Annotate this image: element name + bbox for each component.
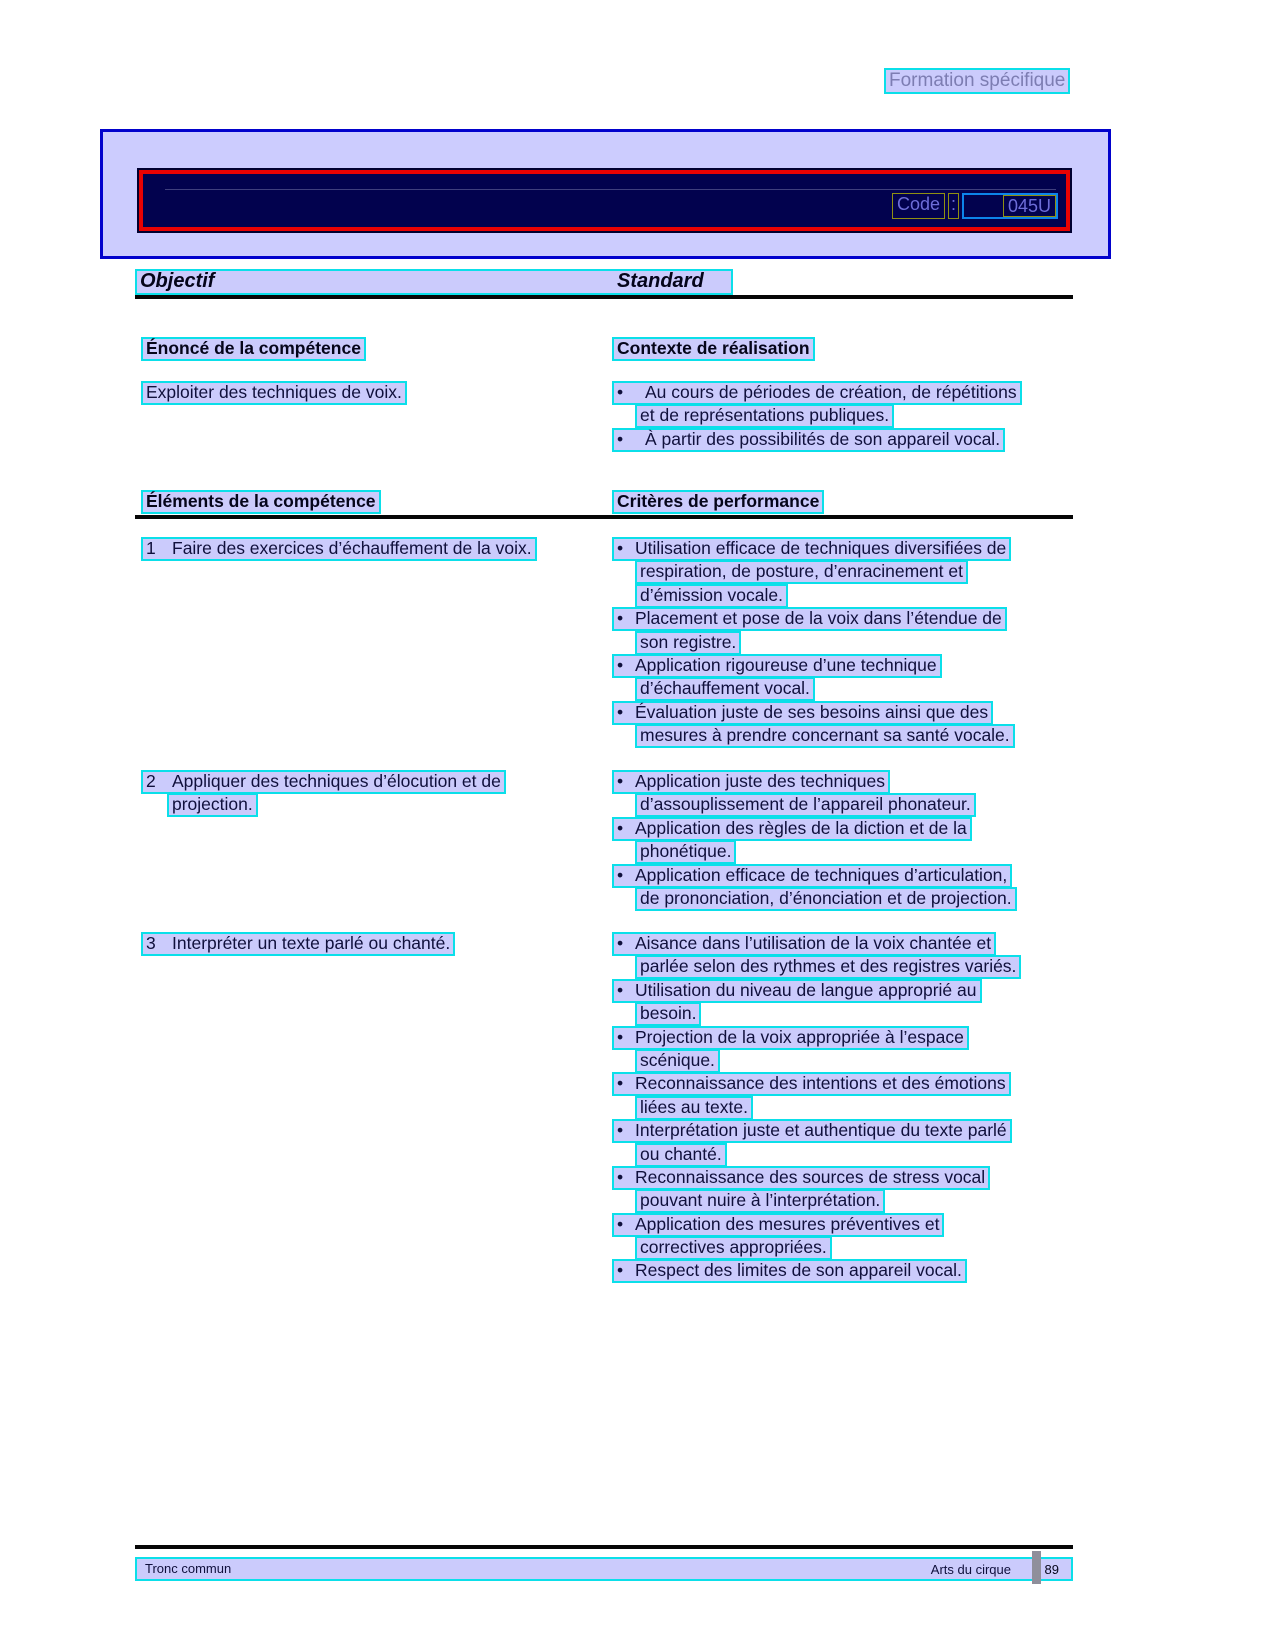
text-line: Évaluation juste de ses besoins ainsi que des [635,701,989,722]
bullet-line [612,428,1005,452]
footer-left-label: Tronc commun [145,1561,232,1576]
bullet-line [612,864,1012,888]
text-line: Au cours de périodes de création, de répétitions [645,382,1017,402]
bullet-icon: • [617,382,624,402]
element-label [141,537,601,560]
bullet-icon: • [617,538,624,558]
text-line: correctives appropriées. [635,1236,832,1260]
bullet-line [612,607,1007,631]
numbered-line [141,537,537,561]
item-number: 3 [146,933,156,953]
text-line: Aisance dans l’utilisation de la voix chantée et [635,933,992,953]
standard-title: Standard [617,270,704,292]
bullet-icon: • [617,608,624,629]
bullet-line [612,979,982,1003]
footer-page-number: 89 [1044,1562,1059,1577]
bullet-line [612,1259,967,1283]
item-number: 1 [146,538,156,558]
bullet-line [612,1213,944,1237]
bullet-line [612,701,993,725]
text-line: Reconnaissance des sources de stress vocal [635,1166,986,1187]
criteria-list [612,770,1072,910]
text-line: projection. [167,793,258,817]
text-line: d’assouplissement de l’appareil phonateur. [635,793,976,817]
text-line: scénique. [635,1049,720,1073]
bullet-icon: • [617,1166,624,1187]
footer-separator-bar [1032,1551,1041,1584]
objectif-standard-highlight [135,269,733,295]
text-line: Utilisation du niveau de langue approprié au [635,979,977,1000]
context-bullet-list [612,381,1072,451]
banner-divider-line [165,189,1056,190]
bullet-icon: • [617,1026,624,1047]
text-line: Application des mesures préventives et [635,1213,940,1234]
text-line: Interprétation juste et authentique du texte parlé [635,1120,1007,1141]
text-line: son registre. [635,631,741,655]
bullet-icon: • [617,428,624,449]
text-line: Application efficace de techniques d’articulation, [635,864,1008,885]
text-line: liées au texte. [635,1096,753,1120]
text-line: phonétique. [635,840,736,864]
enonce-left-header: Énoncé de la compétence [141,337,366,361]
text-line: Placement et pose de la voix dans l’étendue de [635,608,1002,629]
enonce-right-header: Contexte de réalisation [612,337,815,361]
objectif-standard-row [135,269,1075,295]
footer-row [135,1557,1075,1581]
element-label [141,770,601,817]
code-row [892,193,1058,219]
section-divider [135,515,1073,519]
criteria-list [612,932,1072,1283]
objectif-title: Objectif [140,270,215,292]
text-line: Appliquer des techniques d’élocution et de [172,771,501,791]
bullet-icon: • [617,817,624,838]
text-line: besoin. [635,1002,701,1026]
text-line: ou chanté. [635,1143,727,1167]
page-header [884,68,1070,94]
page-header-label: Formation spécifique [884,68,1070,94]
bullet-line [612,932,996,956]
numbered-line [141,932,455,956]
text-line: Reconnaissance des intentions et des émotions [635,1073,1006,1094]
text-line: Projection de la voix appropriée à l’espace [635,1026,964,1047]
footer-right-label: Arts du cirque [930,1562,1011,1577]
section-divider [135,295,1073,299]
text-line: mesures à prendre concernant sa santé vocale. [635,724,1015,748]
elements-right-header: Critères de performance [612,490,824,514]
text-line: d’émission vocale. [635,584,788,608]
text-line: Interpréter un texte parlé ou chanté. [172,933,451,953]
bullet-line [612,817,972,841]
text-line: Faire des exercices d’échauffement de la voix. [172,538,532,558]
bullet-line [612,381,1022,405]
code-label: Code [892,193,945,219]
bullet-icon: • [617,1213,624,1234]
footer-divider [135,1545,1073,1549]
bullet-icon: • [617,654,624,675]
title-banner-inner-box [137,168,1072,233]
criteria-list [612,537,1072,748]
title-banner [100,129,1111,259]
bullet-icon: • [617,1073,624,1094]
elements-left-header: Éléments de la compétence [141,490,381,514]
text-line: Application rigoureuse d’une technique [635,654,937,675]
element-label [141,932,601,955]
bullet-line [612,1119,1012,1143]
bullet-line [612,770,890,794]
bullet-icon: • [617,701,624,722]
text-line: Exploiter des techniques de voix. [141,381,407,405]
competence-statement [141,381,601,404]
code-value: 045U [1003,195,1056,217]
numbered-line [141,770,506,794]
bullet-icon: • [617,1260,624,1281]
text-line: de prononciation, d’énonciation et de projection. [635,887,1017,911]
text-line: pouvant nuire à l’interprétation. [635,1189,885,1213]
code-separator: : [948,193,959,219]
bullet-icon: • [617,979,624,1000]
bullet-line [612,537,1011,561]
text-line: d’échauffement vocal. [635,677,815,701]
title-banner-red-frame [139,170,1070,231]
bullet-icon: • [617,771,624,791]
text-line: Utilisation efficace de techniques diversifiées de [635,538,1007,558]
bullet-icon: • [617,933,624,953]
item-number: 2 [146,771,156,791]
text-line: parlée selon des rythmes et des registres variés. [635,955,1021,979]
text-line: Respect des limites de son appareil vocal. [635,1260,962,1281]
bullet-line [612,1072,1011,1096]
bullet-icon: • [617,1120,624,1141]
bullet-icon: • [617,864,624,885]
text-line: Application juste des techniques [635,771,886,791]
text-line: respiration, de posture, d’enracinement et [635,560,968,584]
text-line: Application des règles de la diction et de la [635,817,967,838]
bullet-line [612,654,942,678]
text-line: et de représentations publiques. [635,404,894,428]
code-value-field[interactable] [962,193,1058,219]
footer-highlight [135,1557,1073,1581]
bullet-line [612,1166,990,1190]
bullet-line [612,1026,969,1050]
text-line: À partir des possibilités de son appareil vocal. [645,428,1001,449]
